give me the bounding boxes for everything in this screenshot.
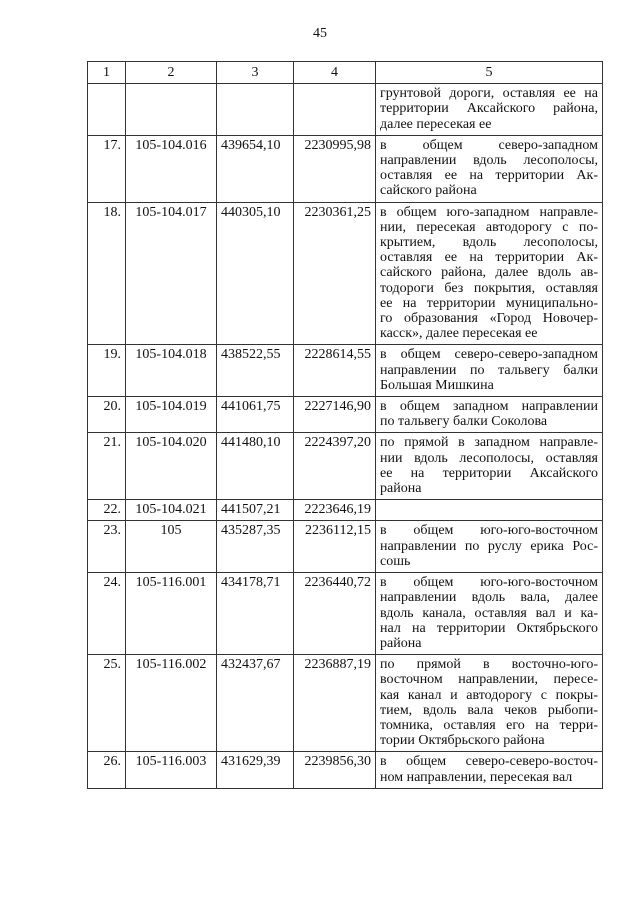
description-line: направлении по руслу ерика Рос- [380, 538, 598, 554]
description-cell [376, 397, 603, 433]
description-line: территории Аксайского района, [380, 101, 598, 117]
row-number-cell: 21. [88, 433, 126, 500]
row-number-cell: 17. [88, 135, 126, 202]
page-number: 45 [313, 26, 327, 41]
coordinate-y-cell: 2230995,98 [294, 135, 376, 202]
point-code-cell: 105 [126, 521, 217, 573]
description-line: кая канал и автодорогу с покры- [380, 687, 598, 703]
coordinate-y-cell: 2236112,15 [294, 521, 376, 573]
description-line: Большая Мишкина [380, 377, 494, 393]
description-cell [376, 752, 603, 788]
point-code-cell: 105-104.021 [126, 500, 217, 521]
description-cell [376, 573, 603, 655]
description-line: сайского района, далее вдоль ав- [380, 265, 598, 281]
description-line: вдоль канала, оставляя вал и ка- [380, 605, 598, 621]
point-code-cell: 105-104.016 [126, 135, 217, 202]
description-line: в общем северо-северо-западном [380, 347, 598, 363]
description-line: тории Октябрьского района [380, 733, 545, 749]
point-code-cell [126, 84, 217, 136]
point-code-cell: 105-104.018 [126, 345, 217, 397]
table-row [88, 500, 603, 521]
description-line: по тальвегу балки Соколова [380, 414, 548, 430]
row-number-cell: 22. [88, 500, 126, 521]
coordinate-x-cell: 434178,71 [217, 573, 294, 655]
table-row [88, 573, 603, 655]
description-cell [376, 433, 603, 500]
description-line: нии, пересекая автодорогу с по- [380, 219, 598, 235]
coordinate-y-cell: 2228614,55 [294, 345, 376, 397]
description-line: нал на территории Октябрьского [380, 620, 598, 636]
description-line: направлении вдоль лесополосы, [380, 153, 598, 169]
row-number-cell: 19. [88, 345, 126, 397]
table-row [88, 397, 603, 433]
coordinate-y-cell: 2227146,90 [294, 397, 376, 433]
table-row [88, 135, 603, 202]
table-row [88, 433, 603, 500]
point-code-cell: 105-116.002 [126, 655, 217, 752]
description-line: оставляя ее на территории Ак- [380, 250, 598, 266]
column-header-1: 1 [88, 62, 126, 84]
coordinate-y-cell: 2224397,20 [294, 433, 376, 500]
description-line: по прямой в восточно-юго- [380, 657, 598, 673]
row-number-cell [88, 84, 126, 136]
coordinate-x-cell: 441480,10 [217, 433, 294, 500]
description-line: го образования «Город Новочер- [380, 311, 598, 327]
description-line: оставляя ее на территории Ак- [380, 168, 598, 184]
description-line: томника, оставляя его на терри- [380, 717, 598, 733]
description-cell [376, 84, 603, 136]
description-line: ее на территории Аксайского [380, 465, 598, 481]
point-code-cell: 105-104.020 [126, 433, 217, 500]
description-line: ее на территории муниципально- [380, 295, 598, 311]
description-line: ном направлении, пересекая вал [380, 769, 573, 785]
description-line: в общем юго-юго-восточном [380, 523, 598, 539]
coordinate-x-cell: 441061,75 [217, 397, 294, 433]
description-line: направлении по тальвегу балки [380, 362, 598, 378]
description-line: далее пересекая ее [380, 116, 492, 132]
description-line: в общем юго-юго-восточном [380, 575, 598, 591]
description-line: направлении вдоль вала, далее [380, 590, 598, 606]
row-number-cell: 24. [88, 573, 126, 655]
table-row [88, 84, 603, 136]
coordinate-y-cell [294, 84, 376, 136]
description-line: нии вдоль лесополосы, оставляя [380, 450, 598, 466]
description-line: в общем юго-западном направле- [380, 204, 598, 220]
description-cell [376, 202, 603, 345]
table-row [88, 752, 603, 788]
coordinate-y-cell: 2236440,72 [294, 573, 376, 655]
table-row [88, 345, 603, 397]
description-line: в общем западном направлении [380, 399, 598, 415]
row-number-cell: 25. [88, 655, 126, 752]
coordinate-x-cell: 440305,10 [217, 202, 294, 345]
table-header-row [88, 62, 603, 84]
table-body [88, 84, 603, 789]
description-cell [376, 135, 603, 202]
description-line: восточном направлении, пересе- [380, 672, 598, 688]
coordinate-x-cell [217, 84, 294, 136]
point-code-cell: 105-116.003 [126, 752, 217, 788]
row-number-cell: 18. [88, 202, 126, 345]
coordinate-x-cell: 431629,39 [217, 752, 294, 788]
coordinate-y-cell: 2236887,19 [294, 655, 376, 752]
coordinate-x-cell: 435287,35 [217, 521, 294, 573]
description-cell [376, 655, 603, 752]
description-line: сошь [380, 553, 411, 569]
description-cell [376, 500, 603, 521]
description-cell [376, 345, 603, 397]
point-code-cell: 105-104.017 [126, 202, 217, 345]
description-line: района [380, 481, 422, 497]
description-line: сайского района [380, 183, 477, 199]
row-number-cell: 20. [88, 397, 126, 433]
description-line: района [380, 635, 422, 651]
coordinate-x-cell: 441507,21 [217, 500, 294, 521]
coordinate-x-cell: 432437,67 [217, 655, 294, 752]
column-header-3: 3 [217, 62, 294, 84]
column-header-4: 4 [294, 62, 376, 84]
description-line: грунтовой дороги, оставляя ее на [380, 86, 598, 102]
table-row [88, 655, 603, 752]
description-line: крытием, вдоль лесополосы, [380, 235, 598, 251]
point-code-cell: 105-116.001 [126, 573, 217, 655]
coordinate-x-cell: 438522,55 [217, 345, 294, 397]
coordinate-x-cell: 439654,10 [217, 135, 294, 202]
boundary-table [87, 61, 603, 789]
description-line: тием, вдоль вала чеков рыбопи- [380, 702, 598, 718]
coordinate-y-cell: 2239856,30 [294, 752, 376, 788]
column-header-2: 2 [126, 62, 217, 84]
coordinate-y-cell: 2230361,25 [294, 202, 376, 345]
description-cell [376, 521, 603, 573]
table-row [88, 521, 603, 573]
row-number-cell: 23. [88, 521, 126, 573]
point-code-cell: 105-104.019 [126, 397, 217, 433]
description-line: касск», далее пересекая ее [380, 326, 538, 342]
description-line: по прямой в западном направле- [380, 435, 598, 451]
row-number-cell: 26. [88, 752, 126, 788]
column-header-5: 5 [376, 62, 603, 84]
description-line: в общем северо-северо-восточ- [380, 754, 598, 770]
table-row [88, 202, 603, 345]
coordinate-y-cell: 2223646,19 [294, 500, 376, 521]
description-line: тодороги без покрытия, оставляя [380, 280, 598, 296]
description-line: в общем северо-западном [380, 137, 598, 153]
